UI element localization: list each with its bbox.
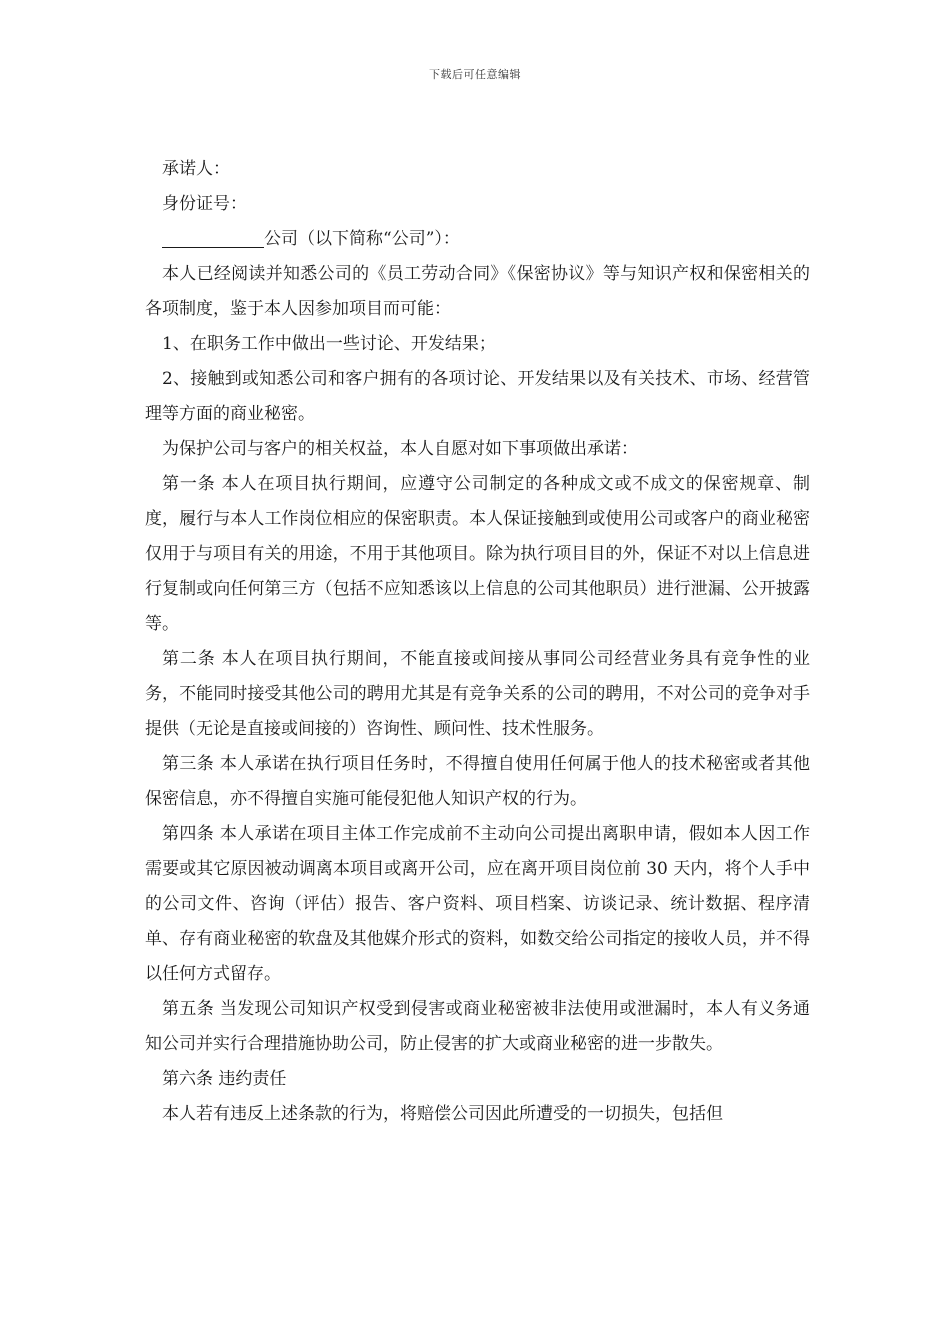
id-number-label: 身份证号： bbox=[162, 194, 247, 214]
company-address-text: 公司（以下简称“公司”）： bbox=[264, 229, 460, 249]
article-4: 第四条 本人承诺在项目主体工作完成前不主动向公司提出离职申请，假如本人因工作需要或其它原因被动调离本项目或离开公司，应在离开项目岗位前 30 天内，将个人手中的公司文件、咨询（评估）报告、客户资料、项目档案、访谈记录、统计数据、程序清单、存有商业秘密的软盘及其他媒介形式的资料，如数交给公司指定的接收人员，并不得以任何方式留存。 bbox=[145, 824, 810, 984]
article-1: 第一条 本人在项目执行期间，应遵守公司制定的各种成文或不成文的保密规章、制度，履行与本人工作岗位相应的保密职责。本人保证接触到或使用公司或客户的商业秘密仅用于与项目有关的用途，不用于其他项目。除为执行项目目的外，保证不对以上信息进行复制或向任何第三方（包括不应知悉该以上信息的公司其他职员）进行泄漏、公开披露等。 bbox=[145, 474, 810, 634]
article-2: 第二条 本人在项目执行期间，不能直接或间接从事同公司经营业务具有竞争性的业务，不能同时接受其他公司的聘用尤其是有竞争关系的公司的聘用，不对公司的竞争对手提供（无论是直接或间接的）咨询性、顾问性、技术性服务。 bbox=[145, 649, 810, 739]
article-6-title: 第六条 违约责任 bbox=[162, 1069, 287, 1089]
promisor-label: 承诺人： bbox=[162, 159, 230, 179]
list-item-2: 2、接触到或知悉公司和客户拥有的各项讨论、开发结果以及有关技术、市场、经营管理等方面的商业秘密。 bbox=[145, 369, 810, 424]
article-5: 第五条 当发现公司知识产权受到侵害或商业秘密被非法使用或泄漏时，本人有义务通知公司并实行合理措施协助公司，防止侵害的扩大或商业秘密的进一步散失。 bbox=[145, 999, 810, 1054]
commitment-intro: 为保护公司与客户的相关权益，本人自愿对如下事项做出承诺： bbox=[162, 439, 638, 459]
article-3: 第三条 本人承诺在执行项目任务时，不得擅自使用任何属于他人的技术秘密或者其他保密信息，亦不得擅自实施可能侵犯他人知识产权的行为。 bbox=[145, 754, 810, 809]
document-body bbox=[145, 152, 810, 1132]
list-item-1: 1、在职务工作中做出一些讨论、开发结果； bbox=[162, 334, 496, 354]
article-6-body: 本人若有违反上述条款的行为，将赔偿公司因此所遭受的一切损失，包括但 bbox=[162, 1104, 723, 1124]
intro-paragraph: 本人已经阅读并知悉公司的《员工劳动合同》《保密协议》等与知识产权和保密相关的各项制度，鉴于本人因参加项目而可能： bbox=[145, 264, 810, 319]
page-header: 下载后可任意编辑 bbox=[429, 68, 521, 81]
company-name-blank bbox=[162, 225, 264, 248]
company-address-line bbox=[145, 222, 810, 257]
